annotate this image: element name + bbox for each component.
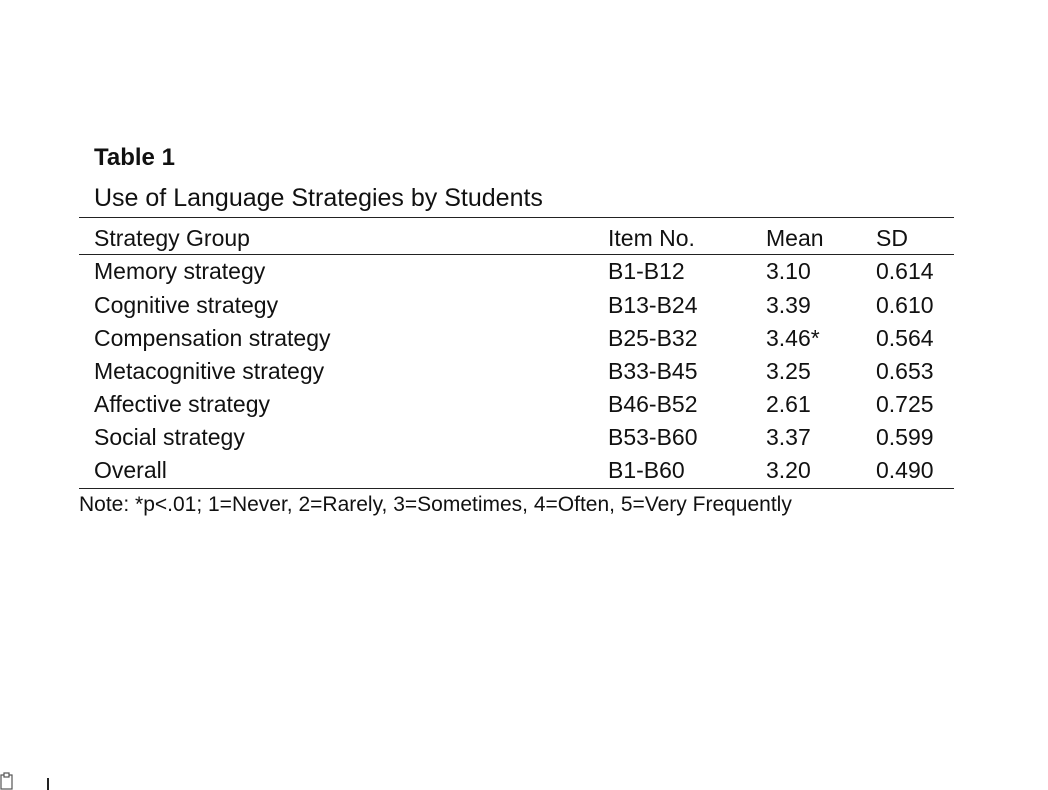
cell-mean: 3.20 <box>766 457 811 483</box>
table-row <box>0 422 1048 455</box>
cell-mean: 3.25 <box>766 358 811 384</box>
table-note: Note: *p<.01; 1=Never, 2=Rarely, 3=Sometimes, 4=Often, 5=Very Frequently <box>79 493 792 516</box>
cell-sd: 0.599 <box>876 424 934 450</box>
cell-strategy-group: Compensation strategy <box>94 325 331 351</box>
cell-item-no: B1-B60 <box>608 457 685 483</box>
header-mean: Mean <box>766 225 824 251</box>
cell-sd: 0.564 <box>876 325 934 351</box>
table-top-rule <box>79 217 954 218</box>
cell-strategy-group: Memory strategy <box>94 258 266 284</box>
cell-strategy-group: Overall <box>94 457 167 483</box>
cell-item-no: B13-B24 <box>608 292 698 318</box>
cell-mean: 3.37 <box>766 424 811 450</box>
cell-strategy-group: Social strategy <box>94 424 245 450</box>
table-row <box>0 356 1048 389</box>
cell-sd: 0.725 <box>876 391 934 417</box>
cell-item-no: B25-B32 <box>608 325 698 351</box>
table-row <box>0 455 1048 488</box>
cell-strategy-group: Cognitive strategy <box>94 292 279 318</box>
header-sd: SD <box>876 225 908 251</box>
text-cursor <box>47 778 49 790</box>
cell-strategy-group: Affective strategy <box>94 391 270 417</box>
cell-item-no: B33-B45 <box>608 358 698 384</box>
cell-mean: 3.46* <box>766 325 820 351</box>
paste-options-icon[interactable] <box>0 772 14 790</box>
cell-mean: 2.61 <box>766 391 811 417</box>
cell-item-no: B53-B60 <box>608 424 698 450</box>
table-row <box>0 389 1048 422</box>
cell-mean: 3.10 <box>766 258 811 284</box>
table-label: Table 1 <box>94 144 175 171</box>
cell-strategy-group: Metacognitive strategy <box>94 358 325 384</box>
cell-sd: 0.490 <box>876 457 934 483</box>
table-bottom-rule <box>79 488 954 489</box>
header-strategy-group: Strategy Group <box>94 225 250 251</box>
table-title: Use of Language Strategies by Students <box>94 184 543 212</box>
cell-sd: 0.653 <box>876 358 934 384</box>
cell-item-no: B46-B52 <box>608 391 698 417</box>
table-row <box>0 290 1048 323</box>
table-row <box>0 323 1048 356</box>
cell-item-no: B1-B12 <box>608 258 685 284</box>
table-row <box>0 256 1048 289</box>
cell-sd: 0.610 <box>876 292 934 318</box>
cell-sd: 0.614 <box>876 258 934 284</box>
cell-mean: 3.39 <box>766 292 811 318</box>
header-item-no: Item No. <box>608 225 695 251</box>
table-header-rule <box>79 254 954 255</box>
